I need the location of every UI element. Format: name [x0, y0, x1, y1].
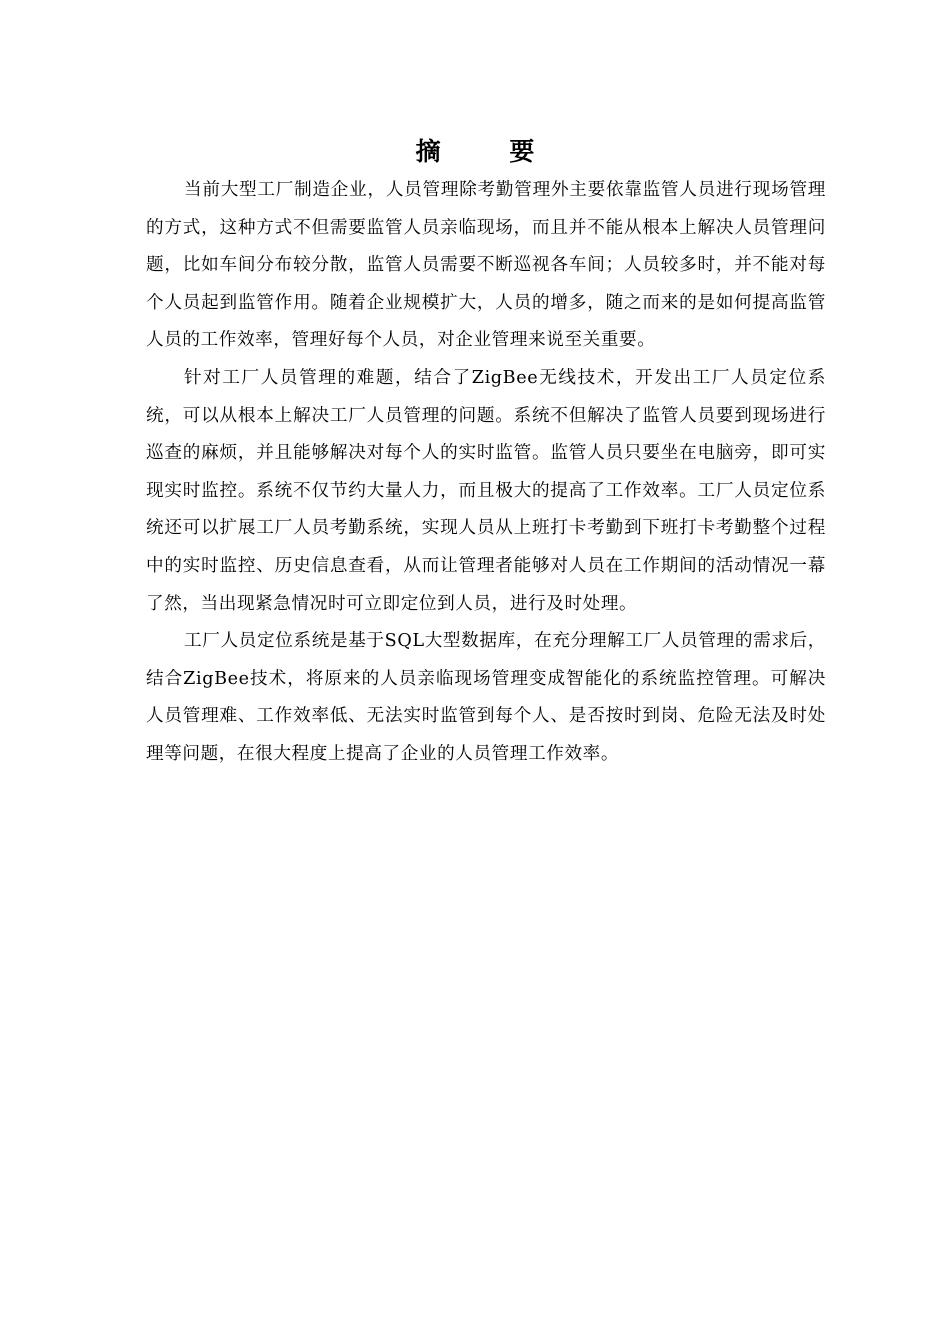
abstract-paragraph-2: 针对工厂人员管理的难题，结合了ZigBee无线技术，开发出工厂人员定位系统，可以从根本上解决工厂人员管理的问题。系统不但解决了监管人员要到现场进行巡查的麻烦，并且能够解决对每个人的实时监管。监管人员只要坐在电脑旁，即可实现实时监控。系统不仅节约大量人力，而且极大的提高了工作效率。工厂人员定位系统还可以扩展工厂人员考勤系统，实现人员从上班打卡考勤到下班打卡考勤整个过程中的实时监控、历史信息查看，从而让管理者能够对人员在工作期间的活动情况一幕了然，当出现紧急情况时可立即定位到人员，进行及时处理。: [146, 367, 826, 614]
abstract-paragraph-1: 当前大型工厂制造企业，人员管理除考勤管理外主要依靠监管人员进行现场管理的方式，这种方式不但需要监管人员亲临现场，而且并不能从根本上解决人员管理问题，比如车间分布较分散，监管人员需要不断巡视各车间；人员较多时，并不能对每个人员起到监管作用。随着企业规模扩大，人员的增多，随之而来的是如何提高监管人员的工作效率，管理好每个人员，对企业管理来说至关重要。: [146, 180, 826, 351]
abstract-body: [146, 172, 826, 774]
abstract-paragraph-3: 工厂人员定位系统是基于SQL大型数据库，在充分理解工厂人员管理的需求后，结合ZigBee技术，将原来的人员亲临现场管理变成智能化的系统监控管理。可解决人员管理难、工作效率低、无法实时监管到每个人、是否按时到岗、危险无法及时处理等问题，在很大程度上提高了企业的人员管理工作效率。: [146, 631, 826, 764]
abstract-title: 摘 要: [415, 137, 565, 166]
